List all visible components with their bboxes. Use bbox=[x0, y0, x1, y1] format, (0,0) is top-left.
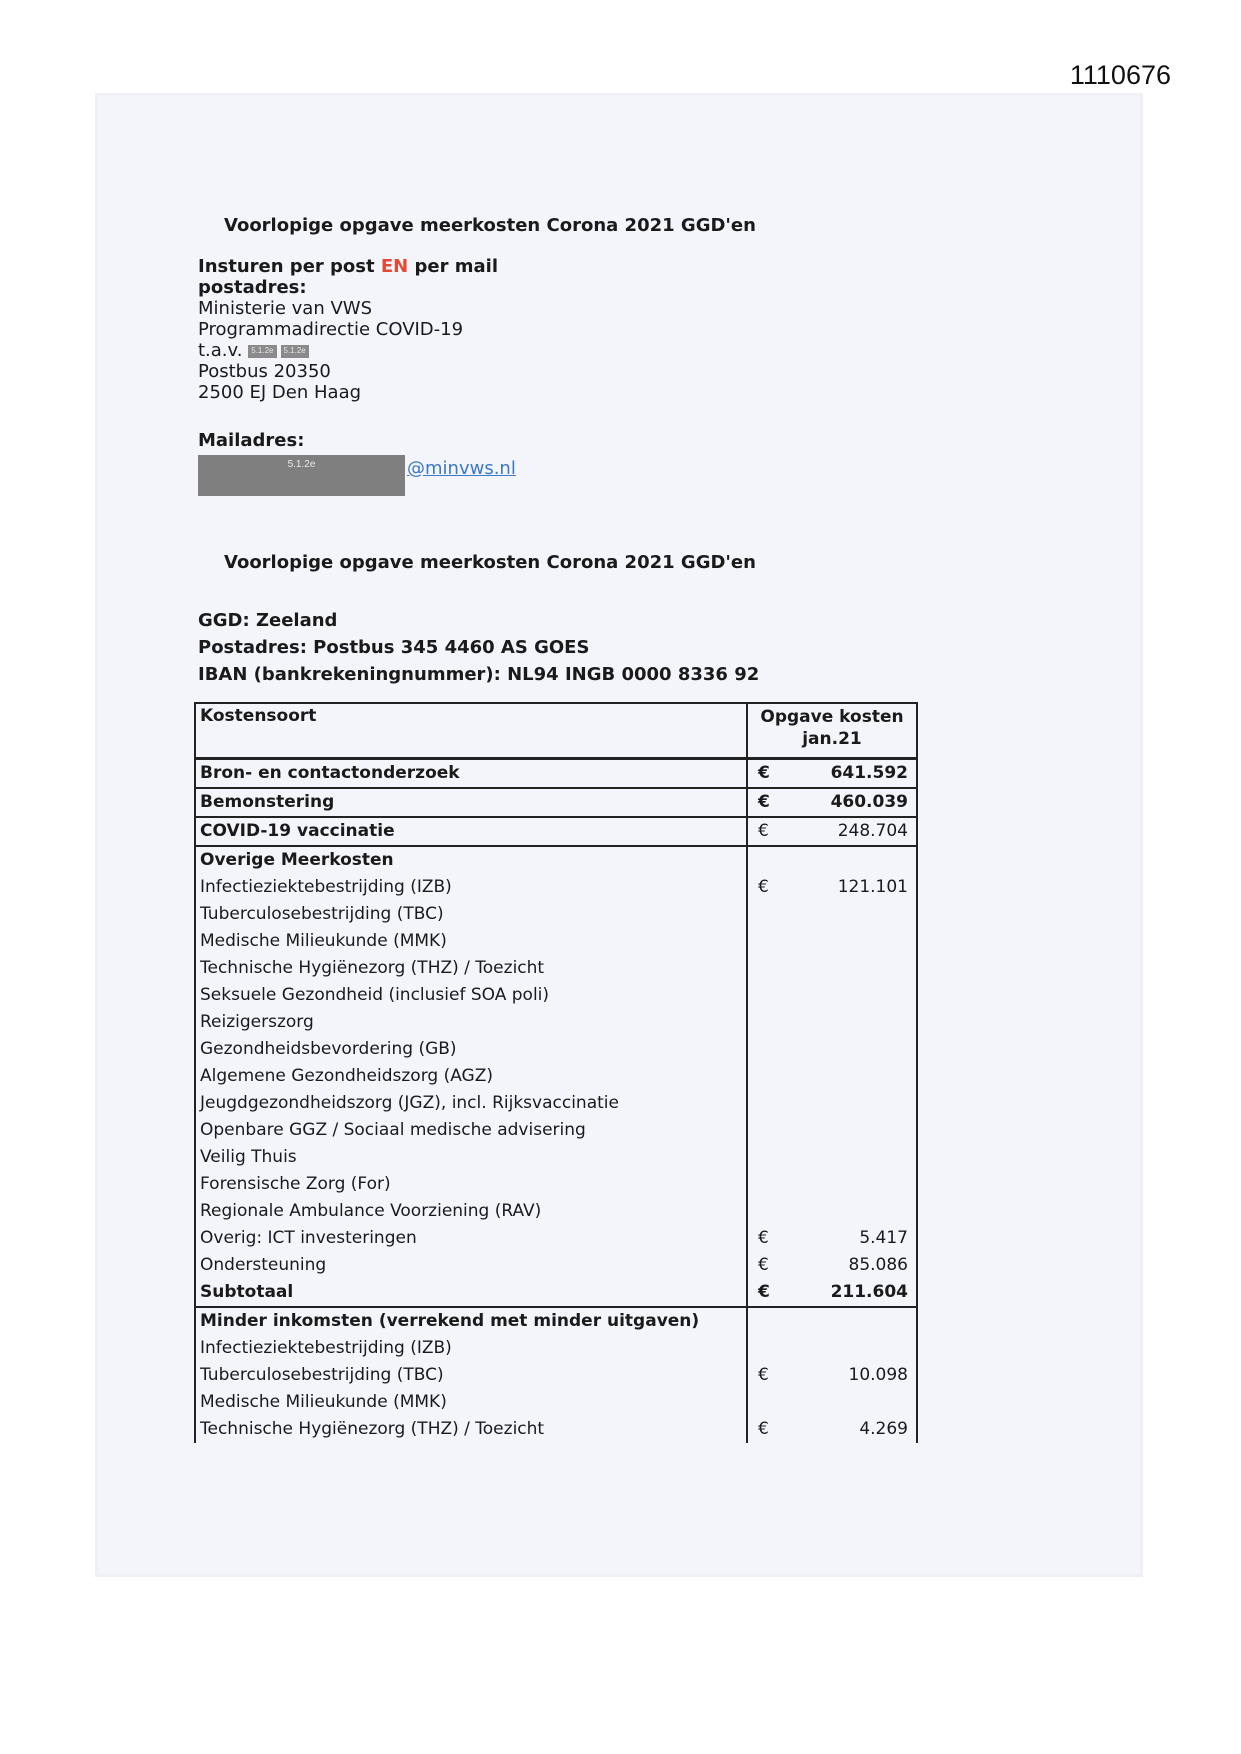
header-kostensoort: Kostensoort bbox=[200, 706, 317, 726]
table-row bbox=[194, 1036, 918, 1063]
table-row bbox=[194, 1389, 918, 1416]
header-opgave-kosten bbox=[746, 704, 916, 757]
table-row bbox=[194, 1362, 918, 1389]
row-value-cell bbox=[746, 982, 916, 1009]
euro-sign: € bbox=[758, 1419, 769, 1439]
table-row bbox=[194, 928, 918, 955]
row-value-cell bbox=[746, 818, 916, 845]
table-row bbox=[194, 1009, 918, 1036]
row-label: Openbare GGZ / Sociaal medische advisering bbox=[200, 1120, 586, 1140]
row-label: Tuberculosebestrijding (TBC) bbox=[200, 1365, 444, 1385]
row-value-cell bbox=[746, 901, 916, 928]
row-label: Reizigerszorg bbox=[200, 1012, 314, 1032]
row-value-cell bbox=[746, 1279, 916, 1306]
row-label: Tuberculosebestrijding (TBC) bbox=[200, 904, 444, 924]
row-label: Gezondheidsbevordering (GB) bbox=[200, 1039, 457, 1059]
row-label: Algemene Gezondheidszorg (AGZ) bbox=[200, 1066, 494, 1086]
row-value-cell bbox=[746, 1416, 916, 1443]
table-body bbox=[194, 760, 918, 1443]
table-row bbox=[194, 1279, 918, 1306]
send-suffix: per mail bbox=[408, 256, 499, 277]
ggd-name: GGD: Zeeland bbox=[198, 610, 338, 631]
address-line-5: 2500 EJ Den Haag bbox=[198, 382, 362, 403]
redaction-b: 5.1.2e bbox=[281, 345, 309, 358]
euro-sign: € bbox=[758, 1255, 769, 1275]
header-opgave-line1: Opgave kosten bbox=[760, 707, 904, 727]
row-value-cell bbox=[746, 874, 916, 901]
row-value-cell bbox=[746, 1225, 916, 1252]
euro-sign: € bbox=[758, 821, 769, 841]
row-value-cell bbox=[746, 1090, 916, 1117]
row-value-cell bbox=[746, 955, 916, 982]
row-label: Seksuele Gezondheid (inclusief SOA poli) bbox=[200, 985, 550, 1005]
row-value-cell bbox=[746, 1144, 916, 1171]
postadres-label: postadres: bbox=[198, 277, 307, 298]
send-instructions bbox=[198, 256, 498, 403]
euro-sign: € bbox=[758, 792, 770, 812]
row-label: Subtotaal bbox=[200, 1282, 294, 1302]
row-label: Bemonstering bbox=[200, 792, 335, 812]
row-amount: 211.604 bbox=[830, 1282, 908, 1302]
row-label: Veilig Thuis bbox=[200, 1147, 297, 1167]
row-value-cell bbox=[746, 1009, 916, 1036]
address-line-4: Postbus 20350 bbox=[198, 361, 331, 382]
row-value-cell bbox=[746, 1198, 916, 1225]
table-row bbox=[194, 1144, 918, 1171]
table-row bbox=[194, 982, 918, 1009]
table-row bbox=[194, 874, 918, 901]
row-value-cell bbox=[746, 1171, 916, 1198]
row-value-cell bbox=[746, 1308, 916, 1335]
row-label: Technische Hygiënezorg (THZ) / Toezicht bbox=[200, 1419, 545, 1439]
row-amount: 4.269 bbox=[859, 1419, 908, 1439]
row-value-cell bbox=[746, 928, 916, 955]
table-row bbox=[194, 901, 918, 928]
ggd-iban: IBAN (bankrekeningnummer): NL94 INGB 0000 8336 92 bbox=[198, 664, 760, 685]
row-amount: 5.417 bbox=[859, 1228, 908, 1248]
row-value-cell bbox=[746, 760, 916, 787]
row-label: Infectieziektebestrijding (IZB) bbox=[200, 877, 452, 897]
row-label: Infectieziektebestrijding (IZB) bbox=[200, 1338, 452, 1358]
row-value-cell bbox=[746, 789, 916, 816]
row-label: Bron- en contactonderzoek bbox=[200, 763, 460, 783]
row-label: COVID-19 vaccinatie bbox=[200, 821, 395, 841]
table-row bbox=[194, 1090, 918, 1117]
header-opgave-line2: jan.21 bbox=[802, 729, 862, 749]
table-header bbox=[194, 702, 918, 760]
mail-label: Mailadres: bbox=[198, 430, 305, 451]
row-amount: 641.592 bbox=[830, 763, 908, 783]
redaction-a: 5.1.2e bbox=[248, 345, 276, 358]
row-amount: 248.704 bbox=[837, 821, 908, 841]
ggd-info bbox=[198, 607, 759, 688]
table-row bbox=[194, 845, 918, 874]
euro-sign: € bbox=[758, 1228, 769, 1248]
row-value-cell bbox=[746, 1335, 916, 1362]
document-number: 1110676 bbox=[1069, 60, 1171, 90]
send-prefix: Insturen per post bbox=[198, 256, 381, 277]
mail-redaction: 5.1.2e bbox=[198, 455, 405, 496]
table-row bbox=[194, 760, 918, 787]
table-row bbox=[194, 1306, 918, 1335]
row-label: Overige Meerkosten bbox=[200, 850, 394, 870]
address-line-2: Programmadirectie COVID-19 bbox=[198, 319, 464, 340]
row-value-cell bbox=[746, 847, 916, 874]
row-label: Regionale Ambulance Voorziening (RAV) bbox=[200, 1201, 542, 1221]
send-highlight: EN bbox=[380, 256, 409, 277]
row-amount: 10.098 bbox=[848, 1365, 908, 1385]
form-title-2: Voorlopige opgave meerkosten Corona 2021 GGD'en bbox=[224, 552, 756, 573]
row-label: Technische Hygiënezorg (THZ) / Toezicht bbox=[200, 958, 545, 978]
table-row bbox=[194, 955, 918, 982]
row-label: Jeugdgezondheidszorg (JGZ), incl. Rijksvaccinatie bbox=[200, 1093, 619, 1113]
row-value-cell bbox=[746, 1117, 916, 1144]
form-title: Voorlopige opgave meerkosten Corona 2021 GGD'en bbox=[224, 215, 756, 236]
row-label: Medische Milieukunde (MMK) bbox=[200, 931, 447, 951]
table-row bbox=[194, 1335, 918, 1362]
row-label: Ondersteuning bbox=[200, 1255, 327, 1275]
address-line-1: Ministerie van VWS bbox=[198, 298, 372, 319]
row-value-cell bbox=[746, 1063, 916, 1090]
euro-sign: € bbox=[758, 1365, 769, 1385]
table-row bbox=[194, 1252, 918, 1279]
row-value-cell bbox=[746, 1362, 916, 1389]
table-row bbox=[194, 1063, 918, 1090]
table-row bbox=[194, 1416, 918, 1443]
euro-sign: € bbox=[758, 877, 769, 897]
table-row bbox=[194, 1225, 918, 1252]
euro-sign: € bbox=[758, 1282, 770, 1302]
table-row bbox=[194, 787, 918, 816]
row-label: Minder inkomsten (verrekend met minder uitgaven) bbox=[200, 1311, 700, 1331]
row-value-cell bbox=[746, 1252, 916, 1279]
ggd-postadres: Postadres: Postbus 345 4460 AS GOES bbox=[198, 637, 590, 658]
table-row bbox=[194, 1117, 918, 1144]
tav-label: t.a.v. bbox=[198, 340, 243, 361]
address-line-tav bbox=[198, 340, 498, 361]
table-row bbox=[194, 1198, 918, 1225]
row-label: Medische Milieukunde (MMK) bbox=[200, 1392, 447, 1412]
costs-table bbox=[194, 702, 918, 1443]
table-row bbox=[194, 816, 918, 845]
mail-domain-link[interactable]: @minvws.nl bbox=[407, 458, 516, 479]
table-row bbox=[194, 1171, 918, 1198]
row-label: Overig: ICT investeringen bbox=[200, 1228, 417, 1248]
row-amount: 121.101 bbox=[837, 877, 908, 897]
euro-sign: € bbox=[758, 763, 770, 783]
row-amount: 85.086 bbox=[848, 1255, 908, 1275]
row-amount: 460.039 bbox=[830, 792, 908, 812]
row-value-cell bbox=[746, 1389, 916, 1416]
row-value-cell bbox=[746, 1036, 916, 1063]
row-label: Forensische Zorg (For) bbox=[200, 1174, 391, 1194]
